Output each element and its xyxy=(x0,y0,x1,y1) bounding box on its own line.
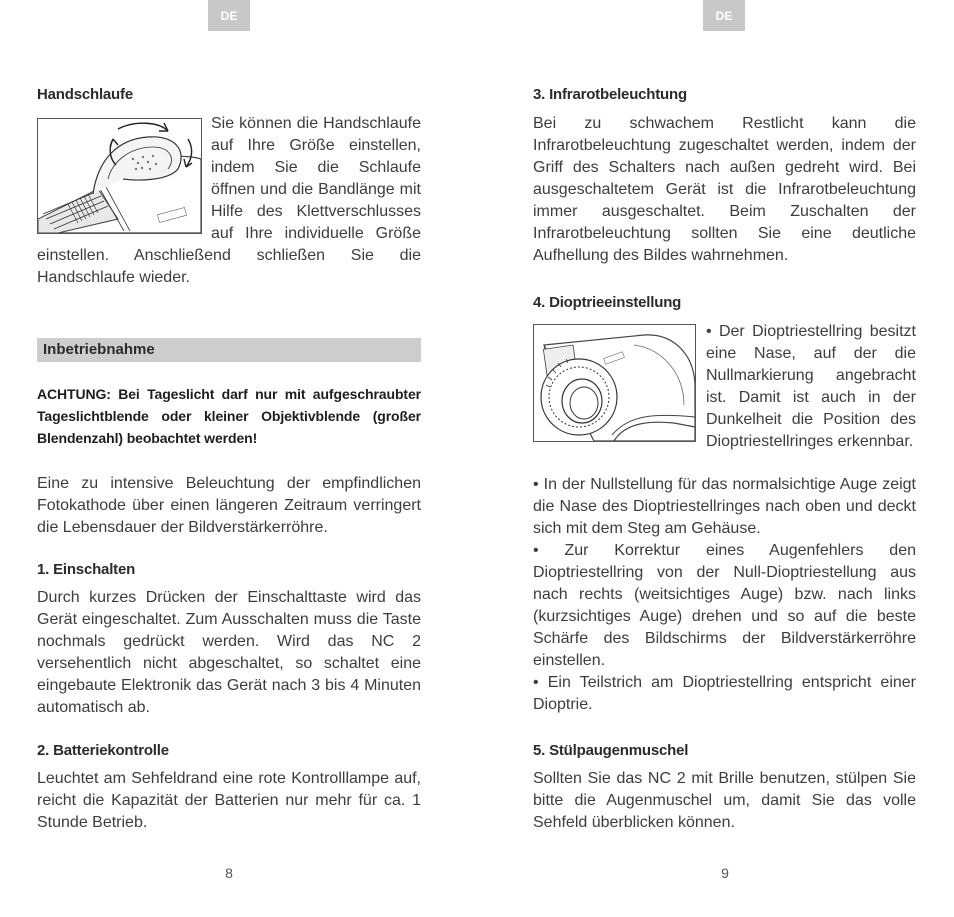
diopter-para-2: • Zur Korrektur eines Augenfehlers den Dioptriestellring von der Null-Dioptriestellung aus nach rechts (weitsichtiges Auge) bzw. nach links (kurzsichtiges Auge) drehen und so auf die beste Schärfe des Bildschirms der Bildverstärkerröhre einstellen. xyxy=(533,542,916,669)
diopter-heading: 4. Dioptrieeinstellung xyxy=(533,294,682,311)
daylight-warning: ACHTUNG: Bei Tageslicht darf nur mit aufgeschraubter Tageslichtblende oder kleiner Objektivblende (großer Blendenzahl) beobachtet werden! xyxy=(37,386,421,446)
eyecup-text: Sollten Sie das NC 2 mit Brille benutzen, stülpen Sie bitte die Augenmuschel um, damit Sie das volle Sehfeld überblicken können. xyxy=(533,770,916,831)
diopter-paragraphs xyxy=(533,474,916,716)
language-tab: DE xyxy=(208,0,250,31)
strap-heading: Handschlaufe xyxy=(37,86,133,103)
battery-text: Leuchtet am Sehfeldrand eine rote Kontrolllampe auf, reicht die Kapazität der Batterien nur mehr für ca. 1 Stunde Betrieb. xyxy=(37,770,421,831)
switch-on-heading: 1. Einschalten xyxy=(37,561,136,578)
battery-heading: 2. Batteriekontrolle xyxy=(37,742,169,759)
section-bar-label: Inbetriebnahme xyxy=(43,341,155,358)
language-tab: DE xyxy=(703,0,745,31)
diopter-para-3: • Ein Teilstrich am Dioptriestellring entspricht einer Dioptrie. xyxy=(533,674,916,713)
page-number: 8 xyxy=(225,865,233,881)
switch-on-text: Durch kurzes Drücken der Einschalttaste wird das Gerät eingeschaltet. Zum Ausschalten muss die Taste nochmals gedrückt werden. Wird das NC 2 versehentlich nicht abgeschaltet, so schaltet eine eingebaute Elektronik das Gerät nach 3 bis 4 Minuten automatisch ab. xyxy=(37,589,421,716)
infrared-heading: 3. Infrarotbeleuchtung xyxy=(533,86,687,103)
eyecup-heading: 5. Stülpaugenmuschel xyxy=(533,742,689,759)
diopter-ring-illustration xyxy=(533,324,696,442)
strap-text-below: einstellen. Anschließend schließen Sie die Handschlaufe wieder. xyxy=(37,247,421,286)
diopter-text-right: • Der Dioptriestellring besitzt eine Nase, auf der die Nullmarkierung angebracht ist. Damit ist auch in der Dunkelheit die Position des Dioptriestellringes erkennbar. xyxy=(706,323,916,450)
page-number: 9 xyxy=(721,865,729,881)
section-bar-inbetriebnahme xyxy=(37,338,421,362)
diopter-para-1: • In der Nullstellung für das normalsichtige Auge zeigt die Nase des Dioptriestellringes nach oben und deckt sich mit dem Steg am Gehäuse. xyxy=(533,476,916,537)
hand-strap-illustration xyxy=(37,118,202,234)
infrared-text: Bei zu schwachem Restlicht kann die Infrarotbeleuchtung zugeschaltet werden, indem der Griff des Schalters nach außen gedreht wird. Bei ausgeschaltetem Gerät ist die Infrarotbeleuchtung immer ausgeschaltet. Beim Zuschalten der Infrarotbeleuchtung sollten Sie eine deutliche Aufhellung des Bildes wahrnehmen. xyxy=(533,115,916,264)
right-page xyxy=(477,0,954,917)
strap-text-right: Sie können die Handschlaufe auf Ihre Größe einstellen, indem Sie die Schlaufe öffnen und die Bandlänge mit Hilfe des Klettverschlusses auf Ihre individuelle Größe xyxy=(211,115,421,242)
intro-text: Eine zu intensive Beleuchtung der empfindlichen Fotokathode über einen längeren Zeitraum verringert die Lebensdauer der Bildverstärkerröhre. xyxy=(37,475,421,536)
